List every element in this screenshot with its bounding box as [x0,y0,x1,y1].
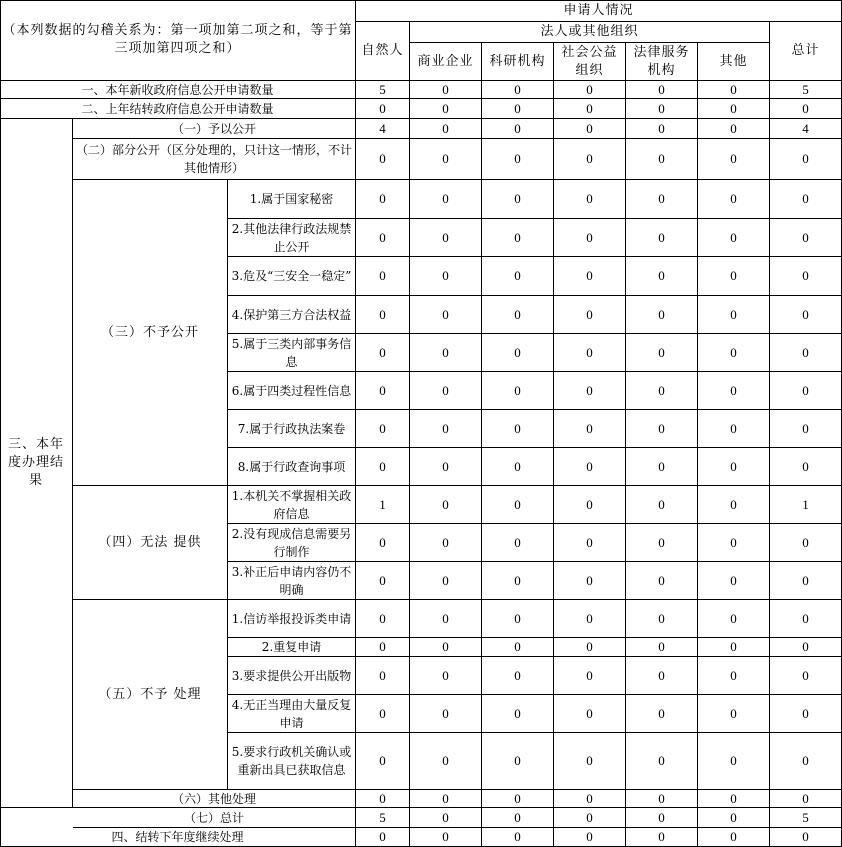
row-16-value-1: 0 [410,638,482,657]
row-label-0: 一、本年新收政府信息公开申请数量 [0,81,356,99]
row-13-value-4: 0 [626,524,698,562]
row-1-value-0: 0 [356,99,410,119]
row-4-value-5: 0 [698,180,770,219]
row-21-value-3: 0 [554,808,626,828]
row-0-value-0: 5 [356,81,410,99]
row-21-value-4: 0 [626,808,698,828]
row-19-value-3: 0 [554,733,626,790]
row-label-19: 5.要求行政机关确认或重新出具已获取信息 [228,733,356,790]
row-6-value-6: 0 [770,257,842,296]
row-9-value-5: 0 [698,372,770,410]
header-col-5: 其他 [698,43,770,81]
row-18-value-2: 0 [482,695,554,733]
row-0-value-1: 0 [410,81,482,99]
header-col-natural-person: 自然人 [356,22,410,81]
group-deny: （三）不予公开 [73,180,228,486]
row-label-10: 7.属于行政执法案卷 [228,410,356,448]
row-12-value-2: 0 [482,486,554,524]
row-3-value-4: 0 [626,139,698,180]
row-label-6: 3.危及“三安全一稳定” [228,257,356,296]
row-16-value-3: 0 [554,638,626,657]
header-col-4: 法律服务机构 [626,43,698,81]
row-label-4: 1.属于国家秘密 [228,180,356,219]
row-11-value-6: 0 [770,448,842,486]
row-9-value-4: 0 [626,372,698,410]
row-19-value-6: 0 [770,733,842,790]
row-3-value-5: 0 [698,139,770,180]
row-label-21: （七）总计 [73,808,356,828]
row-10-value-3: 0 [554,410,626,448]
row-7-value-2: 0 [482,296,554,334]
row-22-value-3: 0 [554,828,626,847]
row-22-value-6: 0 [770,828,842,847]
row-12-value-1: 0 [410,486,482,524]
row-label-13: 2.没有现成信息需要另行制作 [228,524,356,562]
row-13-value-0: 0 [356,524,410,562]
row-7-value-6: 0 [770,296,842,334]
row-6-value-5: 0 [698,257,770,296]
row-6-value-0: 0 [356,257,410,296]
row-10-value-1: 0 [410,410,482,448]
row-8-value-6: 0 [770,334,842,372]
row-12-value-3: 0 [554,486,626,524]
header-applicant-situation: 申请人情况 [356,0,842,22]
row-17-value-3: 0 [554,657,626,695]
row-14-value-3: 0 [554,562,626,600]
row-4-value-4: 0 [626,180,698,219]
row-label-16: 2.重复申请 [228,638,356,657]
row-0-value-4: 0 [626,81,698,99]
row-13-value-5: 0 [698,524,770,562]
row-1-value-3: 0 [554,99,626,119]
row-21-value-2: 0 [482,808,554,828]
row-label-3: （二）部分公开（区分处理的，只计这一情形，不计其他情形） [73,139,356,180]
header-col-2: 科研机构 [482,43,554,81]
row-14-value-2: 0 [482,562,554,600]
row-13-value-6: 0 [770,524,842,562]
row-19-value-5: 0 [698,733,770,790]
row-3-value-6: 0 [770,139,842,180]
row-label-2: （一）予以公开 [73,119,356,139]
row-15-value-1: 0 [410,600,482,638]
row-3-value-1: 0 [410,139,482,180]
row-0-value-6: 5 [770,81,842,99]
group-noprocess: （五）不予 处理 [73,600,228,790]
row-15-value-6: 0 [770,600,842,638]
row-20-value-5: 0 [698,790,770,808]
row-12-value-4: 0 [626,486,698,524]
row-11-value-1: 0 [410,448,482,486]
row-9-value-6: 0 [770,372,842,410]
row-7-value-1: 0 [410,296,482,334]
row-0-value-5: 0 [698,81,770,99]
row-22-value-0: 0 [356,828,410,847]
row-17-value-4: 0 [626,657,698,695]
header-col-total: 总计 [770,22,842,81]
row-14-value-4: 0 [626,562,698,600]
row-2-value-0: 4 [356,119,410,139]
row-label-15: 1.信访举报投诉类申请 [228,600,356,638]
row-6-value-3: 0 [554,257,626,296]
row-16-value-4: 0 [626,638,698,657]
row-18-value-4: 0 [626,695,698,733]
row-11-value-4: 0 [626,448,698,486]
row-8-value-2: 0 [482,334,554,372]
row-7-value-0: 0 [356,296,410,334]
row-label-17: 3.要求提供公开出版物 [228,657,356,695]
row-1-value-1: 0 [410,99,482,119]
row-2-value-1: 0 [410,119,482,139]
row-8-value-5: 0 [698,334,770,372]
row-5-value-1: 0 [410,219,482,257]
row-6-value-4: 0 [626,257,698,296]
row-8-value-0: 0 [356,334,410,372]
row-19-value-4: 0 [626,733,698,790]
row-6-value-1: 0 [410,257,482,296]
row-11-value-0: 0 [356,448,410,486]
header-col-3: 社会公益组织 [554,43,626,81]
row-9-value-1: 0 [410,372,482,410]
row-label-22: 四、结转下年度继续处理 [0,828,356,847]
row-label-14: 3.补正后申请内容仍不明确 [228,562,356,600]
row-12-value-0: 1 [356,486,410,524]
row-1-value-4: 0 [626,99,698,119]
row-20-value-6: 0 [770,790,842,808]
row-6-value-2: 0 [482,257,554,296]
row-5-value-4: 0 [626,219,698,257]
row-22-value-5: 0 [698,828,770,847]
row-10-value-5: 0 [698,410,770,448]
row-2-value-2: 0 [482,119,554,139]
row-15-value-0: 0 [356,600,410,638]
row-7-value-4: 0 [626,296,698,334]
row-14-value-5: 0 [698,562,770,600]
row-20-value-3: 0 [554,790,626,808]
row-19-value-2: 0 [482,733,554,790]
row-12-value-5: 0 [698,486,770,524]
row-3-value-3: 0 [554,139,626,180]
row-5-value-3: 0 [554,219,626,257]
row-16-value-2: 0 [482,638,554,657]
row-1-value-2: 0 [482,99,554,119]
row-1-value-6: 0 [770,99,842,119]
row-15-value-5: 0 [698,600,770,638]
row-11-value-2: 0 [482,448,554,486]
row-17-value-0: 0 [356,657,410,695]
row-21-value-5: 0 [698,808,770,828]
row-20-value-0: 0 [356,790,410,808]
row-7-value-3: 0 [554,296,626,334]
row-16-value-6: 0 [770,638,842,657]
row-7-value-5: 0 [698,296,770,334]
row-13-value-1: 0 [410,524,482,562]
row-21-value-0: 5 [356,808,410,828]
row-20-value-1: 0 [410,790,482,808]
row-15-value-4: 0 [626,600,698,638]
row-label-7: 4.保护第三方合法权益 [228,296,356,334]
row-8-value-3: 0 [554,334,626,372]
row-2-value-4: 0 [626,119,698,139]
row-10-value-2: 0 [482,410,554,448]
row-10-value-6: 0 [770,410,842,448]
row-12-value-6: 1 [770,486,842,524]
row-label-18: 4.无正当理由大量反复申请 [228,695,356,733]
row-21-value-1: 0 [410,808,482,828]
row-18-value-1: 0 [410,695,482,733]
row-14-value-6: 0 [770,562,842,600]
row-17-value-6: 0 [770,657,842,695]
row-17-value-2: 0 [482,657,554,695]
row-2-value-5: 0 [698,119,770,139]
row-2-value-6: 4 [770,119,842,139]
row-9-value-3: 0 [554,372,626,410]
row-1-value-5: 0 [698,99,770,119]
row-label-11: 8.属于行政查询事项 [228,448,356,486]
row-9-value-0: 0 [356,372,410,410]
row-20-value-4: 0 [626,790,698,808]
row-18-value-3: 0 [554,695,626,733]
row-0-value-2: 0 [482,81,554,99]
group-section3: 三、本年度办理结果 [0,119,73,808]
row-5-value-5: 0 [698,219,770,257]
row-18-value-5: 0 [698,695,770,733]
row-9-value-2: 0 [482,372,554,410]
header-legal-org: 法人或其他组织 [410,22,770,43]
row-label-20: （六）其他处理 [73,790,356,808]
row-10-value-0: 0 [356,410,410,448]
row-17-value-5: 0 [698,657,770,695]
row-3-value-0: 0 [356,139,410,180]
row-19-value-0: 0 [356,733,410,790]
row-5-value-6: 0 [770,219,842,257]
header-note: （本列数据的勾稽关系为：第一项加第二项之和，等于第三项加第四项之和） [0,0,356,81]
row-label-9: 6.属于四类过程性信息 [228,372,356,410]
row-3-value-2: 0 [482,139,554,180]
row-label-12: 1.本机关不掌握相关政府信息 [228,486,356,524]
row-15-value-2: 0 [482,600,554,638]
row-4-value-1: 0 [410,180,482,219]
row-4-value-2: 0 [482,180,554,219]
row-8-value-1: 0 [410,334,482,372]
row-4-value-6: 0 [770,180,842,219]
row-18-value-6: 0 [770,695,842,733]
row-20-value-2: 0 [482,790,554,808]
row-15-value-3: 0 [554,600,626,638]
row-18-value-0: 0 [356,695,410,733]
row-16-value-0: 0 [356,638,410,657]
row-4-value-0: 0 [356,180,410,219]
row-10-value-4: 0 [626,410,698,448]
row-2-value-3: 0 [554,119,626,139]
row-11-value-3: 0 [554,448,626,486]
row-17-value-1: 0 [410,657,482,695]
row-14-value-0: 0 [356,562,410,600]
row-8-value-4: 0 [626,334,698,372]
row-13-value-3: 0 [554,524,626,562]
group-unable: （四）无法 提供 [73,486,228,600]
row-5-value-2: 0 [482,219,554,257]
row-22-value-4: 0 [626,828,698,847]
row-13-value-2: 0 [482,524,554,562]
row-4-value-3: 0 [554,180,626,219]
row-label-5: 2.其他法律行政法规禁止公开 [228,219,356,257]
row-19-value-1: 0 [410,733,482,790]
row-21-value-6: 5 [770,808,842,828]
row-11-value-5: 0 [698,448,770,486]
row-22-value-1: 0 [410,828,482,847]
row-14-value-1: 0 [410,562,482,600]
header-col-1: 商业企业 [410,43,482,81]
row-16-value-5: 0 [698,638,770,657]
row-22-value-2: 0 [482,828,554,847]
row-label-1: 二、上年结转政府信息公开申请数量 [0,99,356,119]
row-label-8: 5.属于三类内部事务信息 [228,334,356,372]
row-5-value-0: 0 [356,219,410,257]
row-0-value-3: 0 [554,81,626,99]
